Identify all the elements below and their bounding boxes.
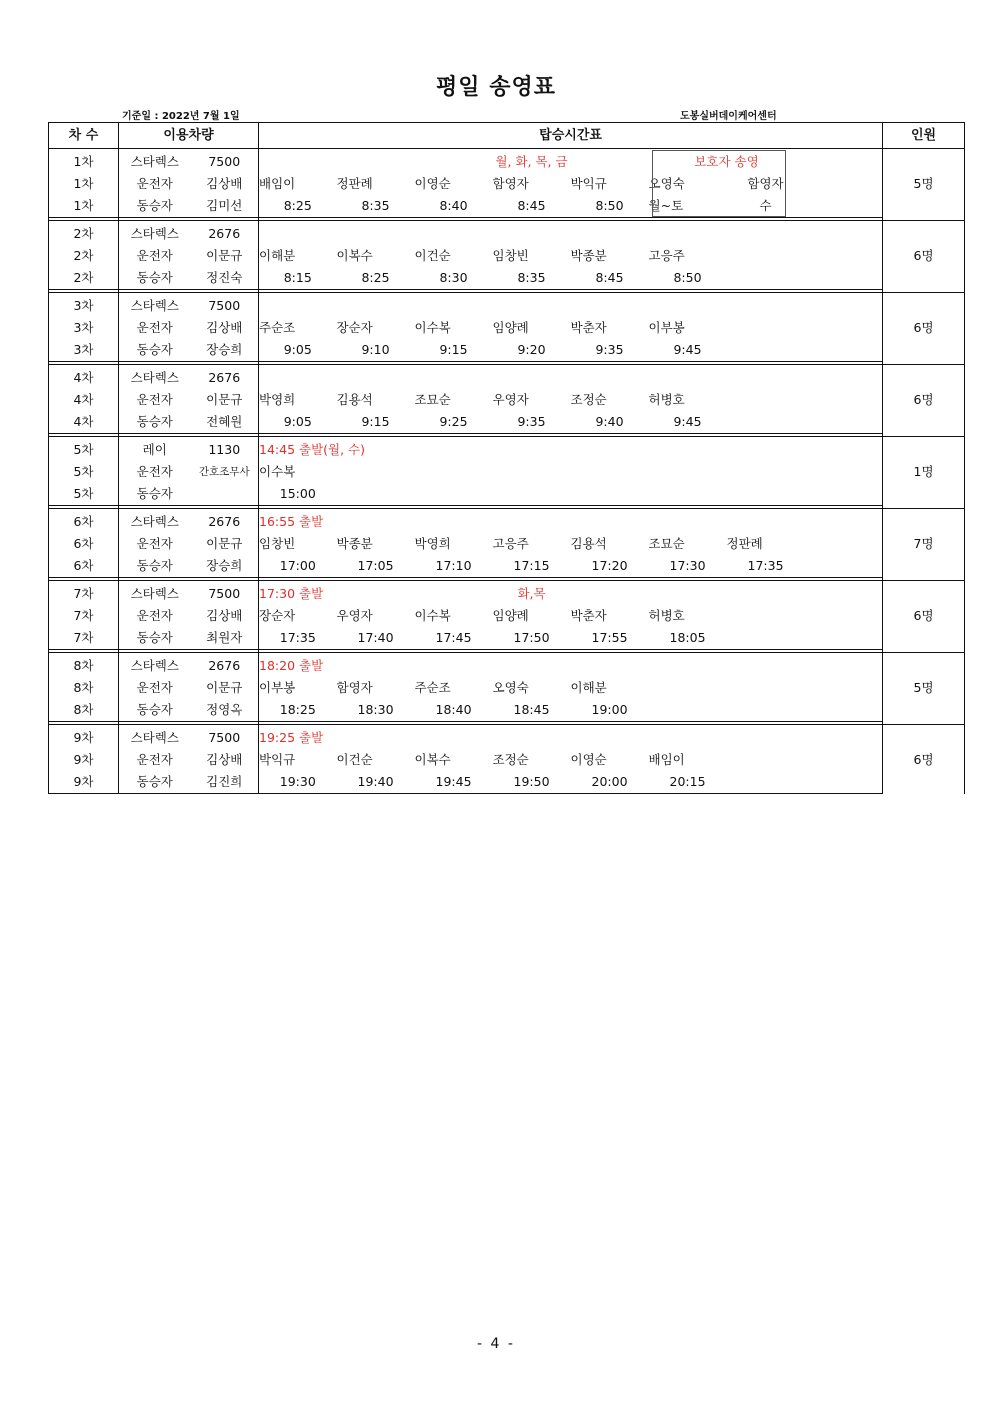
page-number: - 4 - bbox=[477, 1336, 515, 1352]
empty-cell bbox=[493, 365, 883, 390]
passenger-name: 조정순 bbox=[570, 392, 607, 407]
trip-number: 1차 bbox=[49, 195, 119, 218]
pickup-time: 18:25 bbox=[259, 699, 337, 722]
vehicle-plate: 2676 bbox=[191, 509, 259, 534]
trip-time-row bbox=[49, 771, 965, 794]
passenger-name: 김용석 bbox=[336, 392, 373, 407]
passenger-name: 오영숙 bbox=[492, 680, 529, 695]
vehicle-type: 스타렉스 bbox=[130, 226, 179, 241]
pickup-time: 17:40 bbox=[337, 627, 415, 650]
empty-cell bbox=[337, 461, 415, 483]
trip-vehicle-row bbox=[49, 365, 965, 390]
empty-cell bbox=[649, 483, 727, 506]
passenger-name: 박익규 bbox=[570, 176, 607, 191]
pickup-time: 17:35 bbox=[259, 627, 337, 650]
passenger-count: 6명 bbox=[883, 725, 965, 794]
trip-number: 7차 bbox=[49, 605, 119, 627]
header-vehicle: 이용차량 bbox=[119, 123, 259, 149]
empty-cell bbox=[493, 509, 883, 534]
passenger-name: 이복수 bbox=[414, 752, 451, 767]
vehicle-plate: 7500 bbox=[191, 581, 259, 606]
pickup-time: 8:45 bbox=[493, 195, 571, 218]
vehicle-plate: 1130 bbox=[191, 437, 259, 462]
vehicle-plate: 7500 bbox=[191, 725, 259, 750]
driver-label: 운전자 bbox=[136, 176, 173, 191]
trip-number: 5차 bbox=[49, 437, 119, 462]
pickup-time: 19:30 bbox=[259, 771, 337, 794]
empty-cell bbox=[415, 461, 493, 483]
rider-label: 동승자 bbox=[119, 771, 191, 794]
passenger-name: 박종분 bbox=[570, 248, 607, 263]
rider-name: 전혜원 bbox=[191, 411, 259, 434]
pickup-time: 17:00 bbox=[259, 555, 337, 578]
passenger-name: 이수복 bbox=[414, 320, 451, 335]
passenger-name: 이복수 bbox=[336, 248, 373, 263]
empty-cell bbox=[805, 483, 883, 506]
pickup-time: 20:15 bbox=[649, 771, 727, 794]
vehicle-plate: 7500 bbox=[191, 293, 259, 318]
vehicle-plate: 2676 bbox=[191, 653, 259, 678]
pickup-time: 17:05 bbox=[337, 555, 415, 578]
passenger-name: 조묘순 bbox=[414, 392, 451, 407]
rider-name: 장승희 bbox=[191, 555, 259, 578]
trip-number: 2차 bbox=[49, 245, 119, 267]
empty-cell bbox=[805, 173, 883, 195]
trip-number: 3차 bbox=[49, 317, 119, 339]
pickup-time: 18:30 bbox=[337, 699, 415, 722]
trip-time-row bbox=[49, 195, 965, 218]
trip-time-row bbox=[49, 483, 965, 506]
driver-name: 김상배 bbox=[191, 749, 259, 771]
passenger-count: 6명 bbox=[883, 365, 965, 434]
trip-number: 5차 bbox=[49, 483, 119, 506]
passenger-name: 임양례 bbox=[492, 608, 529, 623]
passenger-name: 고응주 bbox=[648, 248, 685, 263]
rider-name: 장승희 bbox=[191, 339, 259, 362]
vehicle-type: 스타렉스 bbox=[130, 658, 179, 673]
pickup-time: 9:10 bbox=[337, 339, 415, 362]
rider-label: 동승자 bbox=[119, 699, 191, 722]
rider-label: 동승자 bbox=[119, 483, 191, 506]
trip-vehicle-row bbox=[49, 581, 965, 606]
pickup-time: 17:30 bbox=[649, 555, 727, 578]
empty-cell bbox=[805, 605, 883, 627]
trip-number: 2차 bbox=[49, 221, 119, 246]
passenger-count: 6명 bbox=[883, 221, 965, 290]
center-name: 도봉실버데이케어센터 bbox=[680, 111, 777, 122]
empty-cell bbox=[805, 699, 883, 722]
operating-days: 월, 화, 목, 금 bbox=[495, 154, 568, 169]
rider-label: 동승자 bbox=[119, 195, 191, 218]
driver-name: 간호조무사 bbox=[191, 461, 259, 483]
trip-number: 4차 bbox=[49, 389, 119, 411]
passenger-count: 6명 bbox=[883, 581, 965, 650]
rider-name: 김진희 bbox=[191, 771, 259, 794]
pickup-time: 8:45 bbox=[571, 267, 649, 290]
empty-cell bbox=[493, 483, 571, 506]
passenger-name: 이해분 bbox=[259, 248, 296, 263]
pickup-time: 8:15 bbox=[259, 267, 337, 290]
header-row bbox=[49, 123, 965, 149]
vehicle-type: 스타렉스 bbox=[130, 586, 179, 601]
empty-cell bbox=[493, 653, 883, 678]
rider-name: 최원자 bbox=[191, 627, 259, 650]
trip-passenger-row bbox=[49, 605, 965, 627]
rider-label: 동승자 bbox=[119, 267, 191, 290]
pickup-time: 9:05 bbox=[259, 411, 337, 434]
pickup-time: 20:00 bbox=[571, 771, 649, 794]
trip-number: 4차 bbox=[49, 365, 119, 390]
trip-number: 6차 bbox=[49, 533, 119, 555]
pickup-time: 15:00 bbox=[259, 483, 337, 506]
trip-number: 9차 bbox=[49, 725, 119, 750]
pickup-time: 17:10 bbox=[415, 555, 493, 578]
passenger-name: 이해분 bbox=[570, 680, 607, 695]
vehicle-type: 스타렉스 bbox=[130, 370, 179, 385]
guardian-day: 월~토 bbox=[649, 195, 727, 218]
trip-number: 1차 bbox=[49, 149, 119, 174]
empty-cell bbox=[727, 627, 805, 650]
passenger-name: 우영자 bbox=[336, 608, 373, 623]
pickup-time: 9:35 bbox=[493, 411, 571, 434]
empty-cell bbox=[493, 221, 883, 246]
pickup-time: 17:50 bbox=[493, 627, 571, 650]
passenger-name: 김용석 bbox=[570, 536, 607, 551]
driver-label: 운전자 bbox=[136, 320, 173, 335]
empty-cell bbox=[727, 389, 805, 411]
empty-cell bbox=[805, 245, 883, 267]
empty-cell bbox=[805, 317, 883, 339]
schedule-table bbox=[48, 122, 965, 794]
empty-cell bbox=[727, 699, 805, 722]
passenger-name: 이부봉 bbox=[648, 320, 685, 335]
pickup-time: 9:05 bbox=[259, 339, 337, 362]
trip-number: 1차 bbox=[49, 173, 119, 195]
pickup-time: 19:45 bbox=[415, 771, 493, 794]
empty-cell bbox=[571, 483, 649, 506]
trip-number: 7차 bbox=[49, 627, 119, 650]
empty-cell bbox=[805, 149, 883, 174]
passenger-count: 5명 bbox=[883, 653, 965, 722]
driver-name: 이문규 bbox=[191, 533, 259, 555]
passenger-name: 주순조 bbox=[414, 680, 451, 695]
empty-cell bbox=[649, 699, 727, 722]
trip-vehicle-row bbox=[49, 509, 965, 534]
guardian-title: 보호자 송영 bbox=[694, 154, 759, 169]
passenger-name: 이수복 bbox=[414, 608, 451, 623]
departure-note: 17:30 출발 bbox=[259, 586, 324, 601]
pickup-time: 19:40 bbox=[337, 771, 415, 794]
pickup-time: 19:00 bbox=[571, 699, 649, 722]
vehicle-plate: 2676 bbox=[191, 221, 259, 246]
passenger-name: 장순자 bbox=[259, 608, 296, 623]
passenger-name: 정판례 bbox=[726, 536, 763, 551]
departure-note bbox=[259, 221, 493, 246]
trip-vehicle-row bbox=[49, 653, 965, 678]
empty-cell bbox=[727, 483, 805, 506]
departure-note: 14:45 출발(월, 수) bbox=[259, 442, 366, 457]
driver-name: 이문규 bbox=[191, 677, 259, 699]
passenger-name: 이수복 bbox=[259, 464, 296, 479]
passenger-name: 박익규 bbox=[259, 752, 296, 767]
empty-cell bbox=[727, 771, 805, 794]
trip-vehicle-row bbox=[49, 293, 965, 318]
pickup-time: 17:55 bbox=[571, 627, 649, 650]
empty-cell bbox=[805, 555, 883, 578]
passenger-name: 함영자 bbox=[336, 680, 373, 695]
empty-cell bbox=[571, 461, 649, 483]
trip-number: 3차 bbox=[49, 293, 119, 318]
empty-cell bbox=[493, 725, 883, 750]
pickup-time: 8:35 bbox=[493, 267, 571, 290]
passenger-name: 허병호 bbox=[648, 608, 685, 623]
empty-cell bbox=[727, 677, 805, 699]
empty-cell bbox=[493, 461, 571, 483]
pickup-time: 9:15 bbox=[337, 411, 415, 434]
header-no: 차 수 bbox=[49, 123, 119, 149]
trip-number: 4차 bbox=[49, 411, 119, 434]
trip-time-row bbox=[49, 267, 965, 290]
trip-passenger-row bbox=[49, 245, 965, 267]
trip-time-row bbox=[49, 627, 965, 650]
passenger-name: 이영순 bbox=[570, 752, 607, 767]
guardian-name: 함영자 bbox=[747, 176, 784, 191]
driver-name: 김상배 bbox=[191, 173, 259, 195]
passenger-name: 박영희 bbox=[259, 392, 296, 407]
empty-cell bbox=[805, 411, 883, 434]
empty-cell bbox=[805, 195, 883, 218]
passenger-name: 박춘자 bbox=[570, 320, 607, 335]
empty-cell bbox=[805, 461, 883, 483]
passenger-name: 정판례 bbox=[336, 176, 373, 191]
trip-time-row bbox=[49, 339, 965, 362]
trip-number: 6차 bbox=[49, 555, 119, 578]
driver-label: 운전자 bbox=[136, 536, 173, 551]
rider-name: 김미선 bbox=[191, 195, 259, 218]
driver-name: 김상배 bbox=[191, 605, 259, 627]
trip-passenger-row bbox=[49, 533, 965, 555]
passenger-name: 조묘순 bbox=[648, 536, 685, 551]
vehicle-plate: 2676 bbox=[191, 365, 259, 390]
passenger-name: 배임이 bbox=[259, 176, 296, 191]
trip-time-row bbox=[49, 555, 965, 578]
pickup-time: 8:50 bbox=[571, 195, 649, 218]
passenger-name: 박종분 bbox=[336, 536, 373, 551]
passenger-name: 주순조 bbox=[259, 320, 296, 335]
pickup-time: 17:45 bbox=[415, 627, 493, 650]
pickup-time: 8:50 bbox=[649, 267, 727, 290]
trip-number: 7차 bbox=[49, 581, 119, 606]
trip-passenger-row bbox=[49, 389, 965, 411]
trip-number: 6차 bbox=[49, 509, 119, 534]
rider-label: 동승자 bbox=[119, 339, 191, 362]
trip-number: 9차 bbox=[49, 749, 119, 771]
driver-label: 운전자 bbox=[136, 608, 173, 623]
trip-passenger-row bbox=[49, 173, 965, 195]
driver-name: 이문규 bbox=[191, 389, 259, 411]
pickup-time: 17:15 bbox=[493, 555, 571, 578]
pickup-time: 9:20 bbox=[493, 339, 571, 362]
passenger-name: 조정순 bbox=[492, 752, 529, 767]
driver-label: 운전자 bbox=[136, 392, 173, 407]
driver-label: 운전자 bbox=[136, 248, 173, 263]
passenger-count: 6명 bbox=[883, 293, 965, 362]
trip-time-row bbox=[49, 699, 965, 722]
empty-cell bbox=[493, 293, 883, 318]
empty-cell bbox=[571, 581, 883, 606]
driver-label: 운전자 bbox=[136, 464, 173, 479]
passenger-name: 박춘자 bbox=[570, 608, 607, 623]
trip-time-row bbox=[49, 411, 965, 434]
departure-note: 18:20 출발 bbox=[259, 658, 324, 673]
base-date: 기준일 : 2022년 7월 1일 bbox=[122, 111, 240, 122]
empty-cell bbox=[805, 267, 883, 290]
driver-label: 운전자 bbox=[136, 752, 173, 767]
trip-passenger-row bbox=[49, 317, 965, 339]
passenger-name: 이건순 bbox=[336, 752, 373, 767]
empty-cell bbox=[727, 605, 805, 627]
empty-cell bbox=[727, 411, 805, 434]
empty-cell bbox=[337, 483, 415, 506]
vehicle-plate: 7500 bbox=[191, 149, 259, 174]
pickup-time: 8:35 bbox=[337, 195, 415, 218]
guardian-name: 오영숙 bbox=[648, 176, 685, 191]
schedule-body bbox=[49, 149, 965, 794]
passenger-name: 이부봉 bbox=[259, 680, 296, 695]
header-count: 인원 bbox=[883, 123, 965, 149]
empty-cell bbox=[727, 749, 805, 771]
rider-label: 동승자 bbox=[119, 627, 191, 650]
vehicle-type: 스타렉스 bbox=[130, 154, 179, 169]
page-title: 평일 송영표 bbox=[436, 75, 556, 100]
empty-cell bbox=[805, 389, 883, 411]
empty-cell bbox=[415, 483, 493, 506]
pickup-time: 9:45 bbox=[649, 411, 727, 434]
driver-name: 김상배 bbox=[191, 317, 259, 339]
trip-number: 3차 bbox=[49, 339, 119, 362]
pickup-time: 19:50 bbox=[493, 771, 571, 794]
rider-label: 동승자 bbox=[119, 411, 191, 434]
empty-cell bbox=[727, 339, 805, 362]
rider-name: 정진숙 bbox=[191, 267, 259, 290]
trip-passenger-row bbox=[49, 749, 965, 771]
vehicle-type: 스타렉스 bbox=[130, 514, 179, 529]
empty-cell bbox=[805, 677, 883, 699]
passenger-name: 허병호 bbox=[648, 392, 685, 407]
empty-cell bbox=[649, 677, 727, 699]
empty-cell bbox=[727, 317, 805, 339]
pickup-time: 17:35 bbox=[727, 555, 805, 578]
passenger-name: 장순자 bbox=[336, 320, 373, 335]
operating-days: 화,목 bbox=[517, 586, 546, 601]
rider-name: 정영옥 bbox=[191, 699, 259, 722]
empty-cell bbox=[259, 149, 415, 174]
header-timetable: 탑승시간표 bbox=[259, 123, 883, 149]
vehicle-type: 스타렉스 bbox=[130, 730, 179, 745]
empty-cell bbox=[493, 437, 883, 462]
pickup-time: 18:40 bbox=[415, 699, 493, 722]
empty-cell bbox=[805, 771, 883, 794]
departure-note: 16:55 출발 bbox=[259, 514, 324, 529]
departure-note: 19:25 출발 bbox=[259, 730, 324, 745]
departure-note bbox=[259, 293, 493, 318]
passenger-name: 고응주 bbox=[492, 536, 529, 551]
trip-vehicle-row bbox=[49, 437, 965, 462]
rider-label: 동승자 bbox=[119, 555, 191, 578]
vehicle-type: 스타렉스 bbox=[130, 298, 179, 313]
pickup-time: 18:45 bbox=[493, 699, 571, 722]
empty-cell bbox=[649, 461, 727, 483]
departure-note bbox=[259, 365, 493, 390]
vehicle-type: 레이 bbox=[142, 442, 167, 457]
passenger-name: 이건순 bbox=[414, 248, 451, 263]
pickup-time: 8:40 bbox=[415, 195, 493, 218]
pickup-time: 9:40 bbox=[571, 411, 649, 434]
trip-number: 5차 bbox=[49, 461, 119, 483]
trip-passenger-row bbox=[49, 461, 965, 483]
trip-vehicle-row bbox=[49, 725, 965, 750]
guardian-box bbox=[652, 150, 786, 217]
passenger-name: 임양례 bbox=[492, 320, 529, 335]
passenger-name: 박영희 bbox=[414, 536, 451, 551]
trip-number: 2차 bbox=[49, 267, 119, 290]
pickup-time: 9:15 bbox=[415, 339, 493, 362]
empty-cell bbox=[805, 339, 883, 362]
trip-number: 8차 bbox=[49, 653, 119, 678]
trip-passenger-row bbox=[49, 677, 965, 699]
pickup-time: 8:25 bbox=[259, 195, 337, 218]
trip-number: 8차 bbox=[49, 677, 119, 699]
passenger-name: 임창빈 bbox=[492, 248, 529, 263]
empty-cell bbox=[805, 533, 883, 555]
guardian-day: 수 bbox=[727, 195, 805, 218]
pickup-time: 9:25 bbox=[415, 411, 493, 434]
empty-cell bbox=[727, 245, 805, 267]
passenger-count: 5명 bbox=[883, 149, 965, 218]
passenger-name: 이영순 bbox=[414, 176, 451, 191]
passenger-name: 임창빈 bbox=[259, 536, 296, 551]
pickup-time: 8:30 bbox=[415, 267, 493, 290]
rider-name bbox=[191, 483, 259, 506]
pickup-time: 8:25 bbox=[337, 267, 415, 290]
empty-cell bbox=[727, 461, 805, 483]
pickup-time: 18:05 bbox=[649, 627, 727, 650]
pickup-time: 9:45 bbox=[649, 339, 727, 362]
empty-cell bbox=[805, 627, 883, 650]
trip-vehicle-row bbox=[49, 149, 965, 174]
pickup-time: 9:35 bbox=[571, 339, 649, 362]
driver-label: 운전자 bbox=[136, 680, 173, 695]
empty-cell bbox=[727, 267, 805, 290]
trip-number: 8차 bbox=[49, 699, 119, 722]
trip-number: 9차 bbox=[49, 771, 119, 794]
passenger-count: 7명 bbox=[883, 509, 965, 578]
passenger-name: 우영자 bbox=[492, 392, 529, 407]
passenger-count: 1명 bbox=[883, 437, 965, 506]
driver-name: 이문규 bbox=[191, 245, 259, 267]
passenger-name: 배임이 bbox=[648, 752, 685, 767]
trip-vehicle-row bbox=[49, 221, 965, 246]
passenger-name: 함영자 bbox=[492, 176, 529, 191]
empty-cell bbox=[805, 749, 883, 771]
pickup-time: 17:20 bbox=[571, 555, 649, 578]
